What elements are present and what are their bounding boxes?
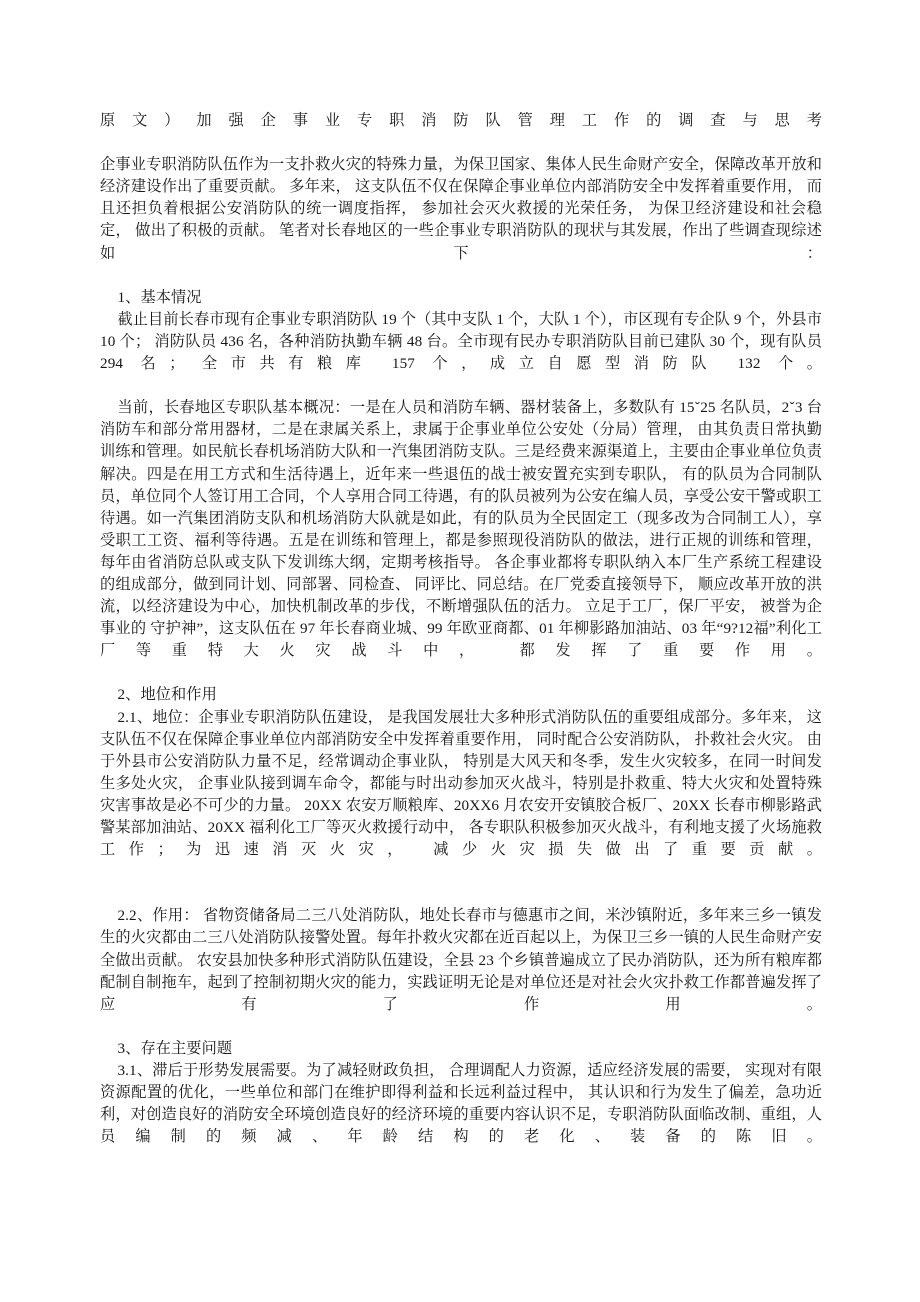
paragraph-section-3-1-lagging: 3.1、滞后于形势发展需要。为了减轻财政负担， 合理调配人力资源，适应经济发展的需要， 实现对有限资源配置的优化，一些单位和部门在维护即得利益和长远利益过程中， 其认识和行为发生了偏差，急功近利，对创造良好的消防安全环境创造良好的经济环境的重要内容认识不足，专职消防队面临改制、重组，人员编制的频减、年龄结构的老化、装备的陈旧。 <box>100 1062 822 1146</box>
paragraph-section-1-overview: 当前，长春地区专职队基本概况：一是在人员和消防车辆、器材装备上，多数队有 15ˇ25 名队员，2ˇ3 台消防车和部分常用器材，二是在隶属关系上，隶属于企事业单位公安处（分局）管理， 由其负责日常执勤训练和管理。如民航长春机场消防大队和一汽集团消防支队。三是经费来源渠道上，主要由企事业单位负责解决。四是在用工方式和生活待遇上，近年来一些退伍的战士被安置充实到专职队， 有的队员为合同制队员，单位同个人签订用工合同，个人享用合同工待遇，有的队员被列为公安在编人员，享受公安干警或职工待遇。如一汽集团消防支队和机场消防大队就是如此，有的队员为全民固定工（现多改为合同制工人），享受职工工资、福利等待遇。五是在训练和管理上，都是参照现役消防队的做法，进行正规的训练和管理， 每年由省消防总队或支队下发训练大纲，定期考核指导。 各企事业都将专职队纳入本厂生产系统工程建设的组成部分，做到同计划、同部署、同检查、 同评比、同总结。在厂党委直接领导下， 顺应改革开放的洪流，以经济建设为中心，加快机制改革的步伐，不断增强队伍的活力。 立足于工厂，保厂平安， 被誉为企事业的 守护神”，这支队伍在 97 年长春商业城、99 年欧亚商都、01 年柳影路加油站、03 年“9?12福”利化工厂等重特大火灾战斗中， 都发挥了重要作用。 <box>100 399 822 660</box>
paragraph-section-2-2-role: 2.2、作用： 省物资储备局二三八处消防队，地处长春市与德惠市之间，米沙镇附近，多年来三乡一镇发生的火灾都由二三八处消防队接警处置。每年扑救火灾都在近百起以上，为保卫三乡一镇的人民生命财产安全做出贡献。 农安县加快多种形式消防队伍建设，全县 23 个乡镇普遍成立了民办消防队，还为所有粮库都配制自制拖车，起到了控制初期火灾的能力，实践证明无论是对单位还是对社会火灾扑救工作都普遍发挥了应有了作用。 <box>100 907 822 1013</box>
paragraph-section-1-stats: 截止目前长春市现有企事业专职消防队 19 个（其中支队 1 个，大队 1 个），市区现有专企队 9 个，外县市 10 个； 消防队员 436 名，各种消防执勤车辆 48 台。全市现有民办专职消防队目前已建队 30 个，现有队员 294 名； 全市共有粮库 157 个，成立自愿型消防队 132 个。 <box>100 310 822 373</box>
document-text-body <box>100 110 822 1171</box>
heading-section-2: 2、地位和作用 <box>117 686 217 704</box>
paragraph-spacer <box>100 883 822 905</box>
heading-section-1: 1、基本情况 <box>117 288 202 306</box>
document-title-line: 原文）加强企事业专职消防队管理工作的调查与思考 <box>100 112 822 129</box>
paragraph-intro: 企事业专职消防队伍作为一支扑救火灾的特殊力量，为保卫国家、集体人民生命财产安全，保障改革开放和经济建设作出了重要贡献。 多年来， 这支队伍不仅在保障企事业单位内部消防安全中发挥着重要作用， 而且还担负着根据公安消防队的统一调度指挥， 参加社会灭火救援的光荣任务， 为保卫经济建设和社会稳定， 做出了积极的贡献。 笔者对长春地区的一些企事业专职消防队的现状与其发展，作出了些调查现综述如下： <box>100 156 822 262</box>
paragraph-section-2-1-status: 2.1、地位：企事业专职消防队伍建设， 是我国发展壮大多种形式消防队伍的重要组成部分。多年来， 这支队伍不仅在保障企事业单位内部消防安全中发挥着重要作用， 同时配合公安消防队， 扑救社会火灾。 由于外县市公安消防队力量不足，经常调动企事业队， 特别是大风天和冬季，发生火灾较多，在同一时间发生多处火灾， 企事业队接到调车命令，都能与时出动参加灭火战斗，特别是扑救重、特大火灾和处置特殊灾害事故是必不可少的力量。 20XX 农安万顺粮库、20XX6 月农安开安镇胶合板厂、20XX 长春市柳影路武警某部加油站、20XX 福利化工厂等灭火救援行动中， 各专职队积极参加灭火战斗，有利地支援了火场施救工作；为迅速消灭火灾， 减少火灾损失做出了重要贡献。 <box>100 708 822 859</box>
heading-section-3: 3、存在主要问题 <box>117 1039 233 1057</box>
